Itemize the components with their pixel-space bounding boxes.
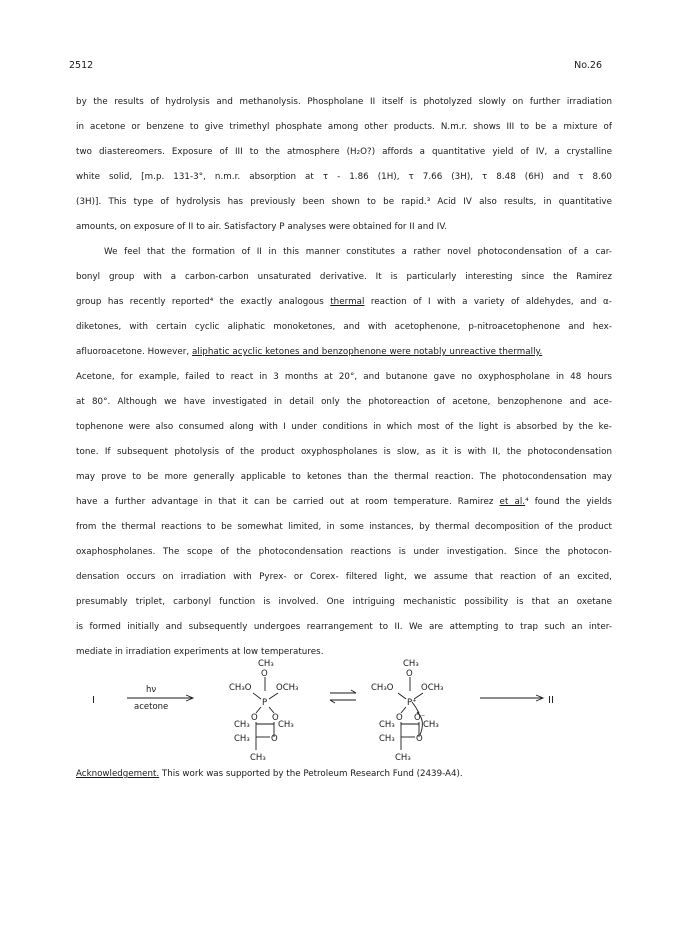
p1-line-3: two diastereomers. Exposure of III to the atmosphere (H₂O?) affords a quantitative yield of IV, a crystalline: [76, 147, 612, 157]
s2-ch3-bottom: CH₃: [395, 753, 411, 763]
s1-right-group: OCH₃: [276, 683, 299, 693]
s2-o-right: O⁻: [414, 713, 426, 723]
s1-ring-oxygen: O: [271, 734, 278, 744]
product-label: II: [548, 695, 554, 706]
p1-line-1: by the results of hydrolysis and methanolysis. Phospholane II itself is photolyzed slowly on further irradiation: [76, 97, 612, 107]
p1-line-5: (3H)]. This type of hydrolysis has previously been shown to be rapid.³ Acid IV also results, in quantitative: [76, 197, 612, 207]
p2-line-9: tone. If subsequent photolysis of the product oxyphospholanes is slow, as it is with II, the photocondensation: [76, 447, 612, 457]
p2-line-6: Acetone, for example, failed to react in 3 months at 20°, and butanone gave no oxyphospholane in 48 hours: [76, 372, 612, 382]
arrow-bottom-label: acetone: [134, 702, 169, 712]
s2-phosphorus: P⁺: [407, 698, 417, 708]
reactant-label: I: [92, 695, 95, 706]
s2-o-top: O: [406, 669, 413, 679]
p2-line-13: oxaphospholanes. The scope of the photocondensation reactions is under investigation. Since the photocon-: [76, 547, 612, 557]
acknowledgement-label: Acknowledgement.: [76, 769, 160, 779]
s1-ch3-upper-right: CH₃: [278, 720, 294, 730]
s1-phosphorus: P: [262, 698, 268, 708]
journal-number: No.26: [574, 60, 602, 71]
p1-line-4: white solid, [m.p. 131-3°, n.m.r. absorption at τ - 1.86 (1H), τ 7.66 (3H), τ 8.48 (6H) and τ 8.60: [76, 172, 612, 182]
s2-ch3-upper-right: CH₃: [423, 720, 439, 730]
s1-o-top: O: [261, 669, 268, 679]
structure-2: [371, 659, 443, 763]
underlined-text: et al.: [499, 497, 526, 507]
p2-line-15: presumably triplet, carbonyl function is involved. One intriguing mechanistic possibility is that an oxetane: [76, 597, 612, 607]
s2-ch3-top: CH₃: [403, 659, 419, 669]
p2-line-10: may prove to be more generally applicable to ketones than the thermal reaction. The photocondensation may: [76, 472, 612, 482]
p1-line-2: in acetone or benzene to give trimethyl phosphate among other products. N.m.r. shows III to be a mixture of: [76, 122, 612, 132]
text-run: group has recently reported⁴ the exactly analogous: [76, 297, 331, 307]
p2-line-2: bonyl group with a carbon-carbon unsaturated derivative. It is particularly interesting since the Ramirez: [76, 272, 612, 282]
arrow-top-label: hν: [146, 685, 157, 695]
s2-ch3-upper-left: CH₃: [379, 720, 395, 730]
s1-ch3-bottom: CH₃: [250, 753, 266, 763]
text-run: afluoroacetone. However,: [76, 347, 192, 357]
structure-1: [229, 659, 298, 763]
s1-left-group: CH₃O: [229, 683, 252, 693]
p2-line-4: diketones, with certain cyclic aliphatic monoketones, and with acetophenone, p-nitroacetophenone and hex-: [76, 322, 612, 332]
s2-o-left: O: [396, 713, 403, 723]
s1-ch3-lower-left: CH₃: [234, 734, 250, 744]
acknowledgement: [76, 769, 463, 779]
p2-line-14: densation occurs on irradiation with Pyrex- or Corex- filtered light, we assume that reaction of an excited,: [76, 572, 612, 582]
underlined-text: thermal: [330, 297, 365, 307]
text-run: ⁴ found the yields: [525, 497, 613, 507]
acknowledgement-text: This work was supported by the Petroleum Research Fund (2439-A4).: [159, 769, 463, 779]
s2-ring-oxygen: O: [416, 734, 423, 744]
page-number: 2512: [69, 60, 94, 71]
text-run: have a further advantage in that it can be carried out at room temperature. Ramirez: [76, 497, 500, 507]
s2-left-group: CH₃O: [371, 683, 394, 693]
s1-ch3-upper-left: CH₃: [234, 720, 250, 730]
p2-line-1: We feel that the formation of II in this manner constitutes a rather novel photocondensation of a car-: [104, 247, 612, 257]
p1-line-6: amounts, on exposure of II to air. Satisfactory P analyses were obtained for II and IV.: [76, 222, 448, 232]
p2-line-17: mediate in irradiation experiments at low temperatures.: [76, 647, 324, 657]
s2-ch3-lower-left: CH₃: [379, 734, 395, 744]
p2-line-16: is formed initially and subsequently undergoes rearrangement to II. We are attempting to trap such an inter-: [76, 622, 612, 632]
s1-ch3-top: CH₃: [258, 659, 274, 669]
s2-right-group: OCH₃: [421, 683, 444, 693]
s1-o-right: O: [272, 713, 279, 723]
underlined-text: aliphatic acyclic ketones and benzophenone were notably unreactive thermally.: [191, 347, 543, 357]
s1-o-left: O: [251, 713, 258, 723]
p2-line-8: tophenone were also consumed along with I under conditions in which most of the light is absorbed by the ke-: [76, 422, 612, 432]
text-run: reaction of I with a variety of aldehydes, and α-: [364, 297, 612, 307]
p2-line-7: at 80°. Although we have investigated in detail only the photoreaction of acetone, benzophenone and ace-: [76, 397, 612, 407]
p2-line-12: from the thermal reactions to be somewhat limited, in some instances, by thermal decomposition of the product: [76, 522, 612, 532]
